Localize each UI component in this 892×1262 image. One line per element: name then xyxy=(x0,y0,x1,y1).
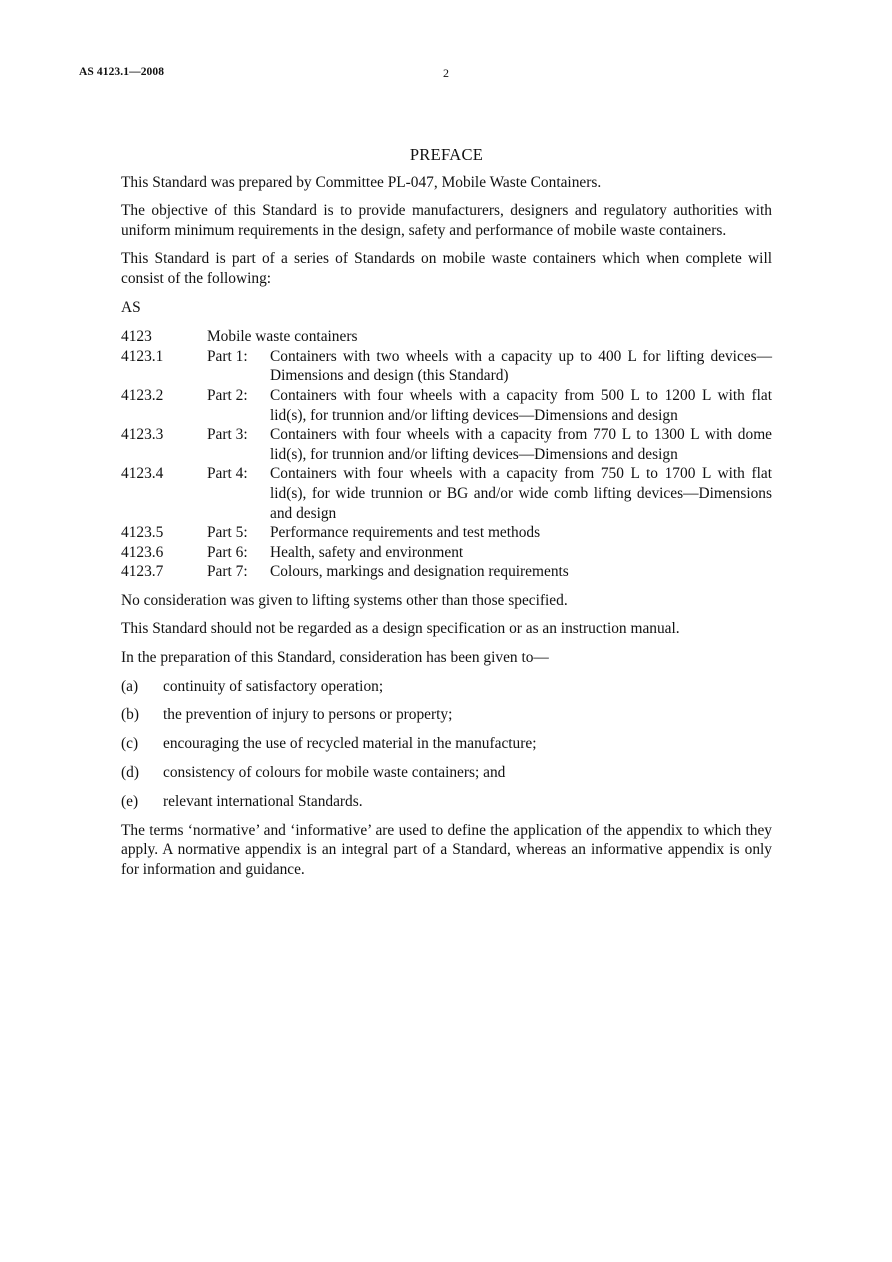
list-item-label: (d) xyxy=(121,764,139,781)
series-title: Containers with four wheels with a capacity from 750 L to 1700 L with flat lid(s), for wide trunnion or BG and/or wide comb lifting devices—Dimensions and design xyxy=(270,465,772,522)
list-item-label: (e) xyxy=(121,792,139,810)
page-title: PREFACE xyxy=(409,145,484,164)
series-row xyxy=(121,523,772,543)
list-item-text: relevant international Standards. xyxy=(163,792,363,810)
series-number: 4123.4 xyxy=(121,465,164,483)
series-number: 4123.3 xyxy=(121,426,164,444)
paragraph-objective: The objective of this Standard is to provide manufacturers, designers and regulatory authorities with uniform minimum requirements in the design, safety and performance of mobile waste containers. xyxy=(121,202,772,239)
series-part: Part 4: xyxy=(207,465,248,483)
list-item xyxy=(121,763,772,783)
page-number: 2 xyxy=(443,66,449,80)
series-part: Part 6: xyxy=(207,543,248,561)
series-row xyxy=(121,425,772,464)
series-title: Containers with four wheels with a capacity from 500 L to 1200 L with flat lid(s), for trunnion and/or lifting devices—Dimensions and design xyxy=(270,386,772,424)
series-number: 4123.2 xyxy=(121,386,164,404)
series-title: Mobile waste containers xyxy=(207,328,358,346)
series-title: Colours, markings and designation requirements xyxy=(270,563,569,581)
list-item-text: consistency of colours for mobile waste containers; and xyxy=(163,764,506,781)
consideration-list xyxy=(121,677,772,812)
paragraph-normative-informative: The terms ‘normative’ and ‘informative’ are used to define the application of the appendix to which they apply. A normative appendix is an integral part of a Standard, whereas an informative appendix is only for information and guidance. xyxy=(121,821,772,878)
series-list xyxy=(121,327,772,582)
list-intro: In the preparation of this Standard, consideration has been given to— xyxy=(121,649,549,667)
series-row xyxy=(121,543,772,563)
series-title: Containers with two wheels with a capacity up to 400 L for lifting devices—Dimensions and design (this Standard) xyxy=(270,347,772,385)
series-row xyxy=(121,386,772,425)
series-part: Part 3: xyxy=(207,426,248,444)
list-item-label: (b) xyxy=(121,706,139,724)
series-part: Part 7: xyxy=(207,563,248,581)
running-header xyxy=(79,66,813,82)
list-item xyxy=(121,734,772,754)
series-title: Performance requirements and test methods xyxy=(270,524,541,542)
document-id: AS 4123.1—2008 xyxy=(79,66,165,78)
paragraph-committee: This Standard was prepared by Committee PL-047, Mobile Waste Containers. xyxy=(121,173,602,191)
series-number: 4123.7 xyxy=(121,563,164,581)
series-number: 4123 xyxy=(121,328,152,346)
series-row xyxy=(121,347,772,386)
series-number: 4123.5 xyxy=(121,524,164,542)
paragraph-series-intro: This Standard is part of a series of Standards on mobile waste containers which when complete will consist of the following: xyxy=(121,250,772,287)
paragraph-not-specification: This Standard should not be regarded as a design specification or as an instruction manual. xyxy=(121,620,680,638)
series-part: Part 1: xyxy=(207,347,248,365)
series-title: Health, safety and environment xyxy=(270,543,464,561)
list-item-text: the prevention of injury to persons or property; xyxy=(163,706,453,724)
list-item xyxy=(121,792,772,812)
series-number: 4123.1 xyxy=(121,347,164,365)
series-row xyxy=(121,327,772,347)
series-row xyxy=(121,562,772,582)
list-item-text: continuity of satisfactory operation; xyxy=(163,677,384,695)
series-part: Part 2: xyxy=(207,386,248,404)
series-title: Containers with four wheels with a capacity from 770 L to 1300 L with dome lid(s), for trunnion and/or lifting devices—Dimensions and design xyxy=(270,426,772,463)
list-item-text: encouraging the use of recycled material in the manufacture; xyxy=(163,735,537,753)
series-prefix: AS xyxy=(121,298,141,316)
list-item xyxy=(121,677,772,697)
list-item-label: (c) xyxy=(121,735,139,753)
list-item-label: (a) xyxy=(121,677,139,695)
paragraph-lifting-systems: No consideration was given to lifting systems other than those specified. xyxy=(121,591,568,609)
page-content xyxy=(121,145,772,888)
series-part: Part 5: xyxy=(207,524,248,542)
series-number: 4123.6 xyxy=(121,543,164,561)
series-row xyxy=(121,464,772,523)
list-item xyxy=(121,705,772,725)
